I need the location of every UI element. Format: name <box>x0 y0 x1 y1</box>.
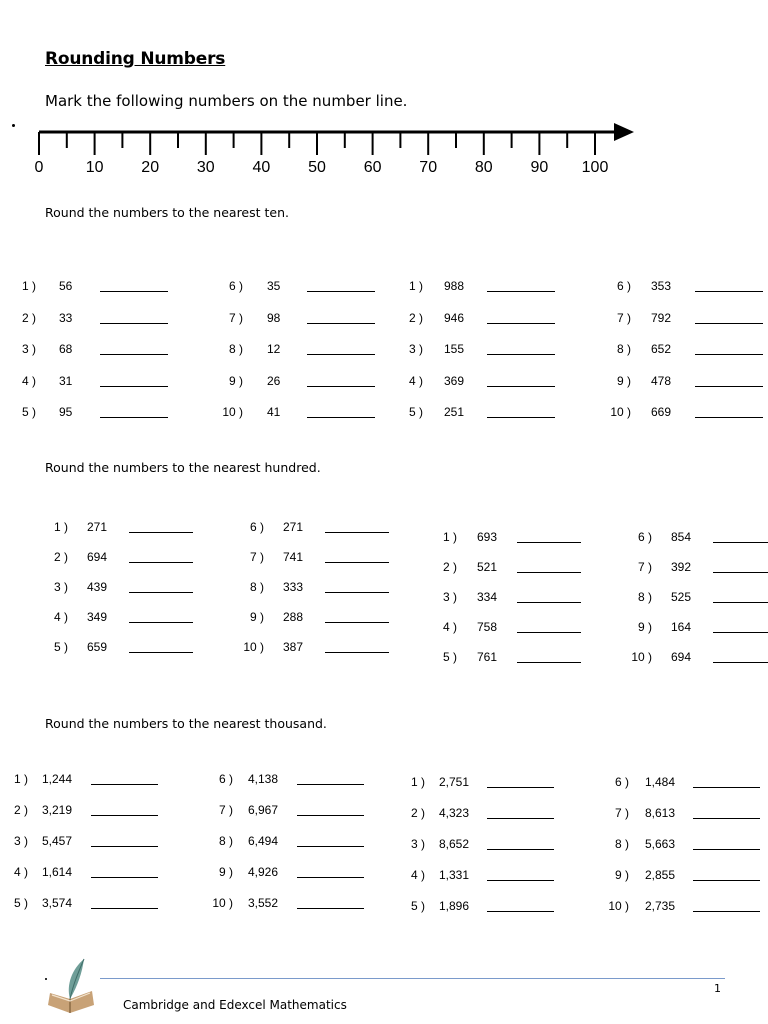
question-value: 792 <box>651 310 672 325</box>
answer-blank[interactable] <box>695 354 763 355</box>
question-number <box>603 775 629 791</box>
question-value: 8,652 <box>439 837 470 851</box>
answer-blank[interactable] <box>91 846 158 847</box>
answer-blank[interactable] <box>693 818 760 819</box>
question-number <box>207 865 233 881</box>
question-value: 56 <box>59 279 73 293</box>
answer-blank[interactable] <box>487 911 554 912</box>
question-number-label: 9 ) <box>249 610 264 624</box>
question-number-label: 4 ) <box>442 620 457 634</box>
question-value: 4,926 <box>248 865 279 879</box>
answer-blank[interactable] <box>129 532 193 533</box>
question-value: 392 <box>671 560 692 574</box>
question-value: 68 <box>59 342 73 356</box>
question-number-label: 1 ) <box>442 530 457 544</box>
question-value: 3,552 <box>248 896 279 910</box>
question-number <box>42 550 68 566</box>
answer-blank[interactable] <box>297 784 364 785</box>
question-value: 98 <box>267 310 281 325</box>
question-value: 26 <box>267 373 281 388</box>
question-number <box>626 530 652 546</box>
question-value: 6,967 <box>248 803 279 817</box>
answer-blank[interactable] <box>713 602 768 603</box>
number-line-label: 100 <box>581 159 609 176</box>
question-value: 1,244 <box>42 772 73 786</box>
question-number-label: 7 ) <box>228 310 243 325</box>
question-value: 5,457 <box>42 834 73 848</box>
question-number <box>42 640 68 656</box>
question-value: 333 <box>283 580 304 594</box>
question-number <box>2 865 28 881</box>
question-number-label: 5 ) <box>410 899 425 913</box>
question-number-label: 10 ) <box>608 899 629 913</box>
answer-blank[interactable] <box>713 662 768 663</box>
question-number-label: 2 ) <box>410 806 425 820</box>
question-number <box>626 650 652 666</box>
answer-blank[interactable] <box>693 849 760 850</box>
question-number-label: 3 ) <box>442 590 457 604</box>
question-number <box>399 837 425 853</box>
question-number-label: 3 ) <box>408 342 423 356</box>
question-number-label: 6 ) <box>228 279 243 293</box>
question-number <box>603 868 629 884</box>
question-number <box>605 311 631 327</box>
question-value: 8,613 <box>645 806 676 820</box>
answer-blank[interactable] <box>100 354 168 355</box>
answer-blank[interactable] <box>325 562 389 563</box>
question-number <box>10 405 36 421</box>
question-number <box>397 342 423 358</box>
question-value: 288 <box>283 610 304 624</box>
question-value: 694 <box>671 650 692 664</box>
question-number <box>238 550 264 566</box>
question-value: 525 <box>671 590 692 604</box>
question-number-label: 5 ) <box>53 640 68 654</box>
question-value: 761 <box>477 650 498 664</box>
answer-blank[interactable] <box>297 877 364 878</box>
question-number <box>603 806 629 822</box>
question-value: 694 <box>87 550 108 564</box>
question-number <box>217 374 243 390</box>
question-number <box>207 896 233 912</box>
question-value: 2,855 <box>645 868 676 882</box>
question-number-label: 2 ) <box>13 803 28 817</box>
footer-dot <box>45 978 47 980</box>
question-number <box>10 311 36 327</box>
answer-blank[interactable] <box>487 849 554 850</box>
answer-blank[interactable] <box>91 815 158 816</box>
question-number <box>397 374 423 390</box>
number-line-label: 10 <box>85 159 104 176</box>
answer-blank[interactable] <box>695 323 763 324</box>
question-number-label: 1 ) <box>408 279 423 293</box>
answer-blank[interactable] <box>487 354 555 355</box>
page-number: 1 <box>714 982 721 995</box>
question-number-label: 7 ) <box>249 550 264 564</box>
question-number <box>10 374 36 390</box>
question-number-label: 10 ) <box>222 405 243 419</box>
question-value: 693 <box>477 530 498 544</box>
question-number <box>605 405 631 421</box>
answer-blank[interactable] <box>517 572 581 573</box>
answer-blank[interactable] <box>325 532 389 533</box>
answer-blank[interactable] <box>693 787 760 788</box>
question-number <box>626 560 652 576</box>
number-line-label: 0 <box>34 159 44 176</box>
question-number-label: 10 ) <box>610 405 631 419</box>
number-line-label: 80 <box>474 159 493 176</box>
question-number-label: 4 ) <box>21 373 36 388</box>
question-number-label: 1 ) <box>53 520 68 534</box>
answer-blank[interactable] <box>297 908 364 909</box>
question-number-label: 6 ) <box>637 530 652 544</box>
question-value: 12 <box>267 342 281 356</box>
question-number-label: 1 ) <box>410 775 425 789</box>
answer-blank[interactable] <box>517 602 581 603</box>
question-number-label: 6 ) <box>218 772 233 786</box>
answer-blank[interactable] <box>325 592 389 593</box>
answer-blank[interactable] <box>487 787 554 788</box>
question-number <box>431 590 457 606</box>
answer-blank[interactable] <box>91 784 158 785</box>
question-value: 35 <box>267 279 281 293</box>
section-heading-ten: Round the numbers to the nearest ten. <box>45 205 289 220</box>
question-number-label: 7 ) <box>614 806 629 820</box>
answer-blank[interactable] <box>91 877 158 878</box>
question-number-label: 8 ) <box>637 590 652 604</box>
number-line-label: 70 <box>419 159 438 176</box>
question-number <box>217 311 243 327</box>
answer-blank[interactable] <box>325 652 389 653</box>
answer-blank[interactable] <box>693 880 760 881</box>
question-value: 3,219 <box>42 803 73 817</box>
question-value: 669 <box>651 405 672 419</box>
answer-blank[interactable] <box>129 592 193 593</box>
question-number <box>207 834 233 850</box>
question-value: 164 <box>671 620 692 634</box>
number-line <box>20 118 640 182</box>
question-number-label: 9 ) <box>218 865 233 879</box>
answer-blank[interactable] <box>100 323 168 324</box>
question-value: 31 <box>59 373 73 388</box>
question-number <box>10 342 36 358</box>
question-number <box>397 311 423 327</box>
question-number-label: 5 ) <box>21 405 36 419</box>
question-number-label: 8 ) <box>249 580 264 594</box>
question-number <box>399 868 425 884</box>
answer-blank[interactable] <box>307 386 375 387</box>
question-value: 2,751 <box>439 775 470 789</box>
answer-blank[interactable] <box>129 622 193 623</box>
question-number-label: 3 ) <box>21 342 36 356</box>
answer-blank[interactable] <box>713 632 768 633</box>
question-number-label: 6 ) <box>616 279 631 293</box>
answer-blank[interactable] <box>100 386 168 387</box>
question-number <box>399 899 425 915</box>
question-number-label: 7 ) <box>218 803 233 817</box>
answer-blank[interactable] <box>693 911 760 912</box>
question-number-label: 1 ) <box>13 772 28 786</box>
question-number <box>397 405 423 421</box>
question-number-label: 2 ) <box>408 310 423 325</box>
question-number-label: 10 ) <box>243 640 264 654</box>
question-value: 3,574 <box>42 896 73 910</box>
question-number-label: 7 ) <box>616 310 631 325</box>
number-line-label: 90 <box>530 159 549 176</box>
question-number <box>217 279 243 295</box>
section-heading-hundred: Round the numbers to the nearest hundred. <box>45 460 321 475</box>
question-number <box>238 520 264 536</box>
answer-blank[interactable] <box>517 632 581 633</box>
question-number-label: 4 ) <box>408 373 423 388</box>
number-line-label: 20 <box>141 159 160 176</box>
answer-blank[interactable] <box>297 815 364 816</box>
question-number <box>431 620 457 636</box>
answer-blank[interactable] <box>517 662 581 663</box>
arrow-head-icon <box>614 123 634 141</box>
question-value: 758 <box>477 620 498 634</box>
question-value: 1,331 <box>439 868 470 882</box>
question-value: 946 <box>444 310 465 325</box>
question-number <box>207 803 233 819</box>
answer-blank[interactable] <box>713 542 768 543</box>
number-line-instruction: Mark the following numbers on the number line. <box>45 92 408 110</box>
question-value: 271 <box>87 520 108 534</box>
answer-blank[interactable] <box>100 291 168 292</box>
number-line-label: 40 <box>252 159 271 176</box>
question-number-label: 5 ) <box>408 405 423 419</box>
question-number <box>238 580 264 596</box>
question-value: 659 <box>87 640 108 654</box>
question-value: 33 <box>59 310 73 325</box>
question-number <box>605 374 631 390</box>
question-value: 854 <box>671 530 692 544</box>
question-number-label: 8 ) <box>614 837 629 851</box>
question-number-label: 8 ) <box>218 834 233 848</box>
question-value: 521 <box>477 560 498 574</box>
question-value: 271 <box>283 520 304 534</box>
question-number <box>397 279 423 295</box>
answer-blank[interactable] <box>129 652 193 653</box>
question-number-label: 4 ) <box>410 868 425 882</box>
question-number-label: 8 ) <box>228 342 243 356</box>
answer-blank[interactable] <box>713 572 768 573</box>
question-number <box>431 650 457 666</box>
question-number-label: 4 ) <box>13 865 28 879</box>
answer-blank[interactable] <box>325 622 389 623</box>
question-number-label: 7 ) <box>637 560 652 574</box>
question-value: 349 <box>87 610 108 624</box>
book-quill-logo <box>40 955 104 1019</box>
question-number-label: 1 ) <box>21 279 36 293</box>
question-number <box>217 405 243 421</box>
answer-blank[interactable] <box>307 291 375 292</box>
question-number-label: 3 ) <box>53 580 68 594</box>
question-number <box>605 279 631 295</box>
answer-blank[interactable] <box>695 386 763 387</box>
page-title: Rounding Numbers <box>45 49 226 69</box>
question-value: 1,484 <box>645 775 676 789</box>
question-number <box>431 560 457 576</box>
answer-blank[interactable] <box>307 354 375 355</box>
question-number-label: 6 ) <box>249 520 264 534</box>
bullet-dot <box>12 124 15 127</box>
question-value: 439 <box>87 580 108 594</box>
answer-blank[interactable] <box>487 417 555 418</box>
question-value: 95 <box>59 405 73 419</box>
question-value: 478 <box>651 373 672 388</box>
question-number <box>2 772 28 788</box>
number-line-label: 60 <box>363 159 382 176</box>
question-value: 155 <box>444 342 465 356</box>
question-number <box>2 803 28 819</box>
question-number <box>605 342 631 358</box>
question-number <box>207 772 233 788</box>
question-value: 2,735 <box>645 899 676 913</box>
number-line-label: 30 <box>196 159 215 176</box>
answer-blank[interactable] <box>487 880 554 881</box>
question-number <box>10 279 36 295</box>
question-number-label: 2 ) <box>21 310 36 325</box>
question-number <box>2 834 28 850</box>
question-value: 6,494 <box>248 834 279 848</box>
question-value: 1,896 <box>439 899 470 913</box>
answer-blank[interactable] <box>487 291 555 292</box>
question-number-label: 6 ) <box>614 775 629 789</box>
question-number <box>2 896 28 912</box>
question-number <box>238 640 264 656</box>
answer-blank[interactable] <box>307 323 375 324</box>
question-value: 741 <box>283 550 304 564</box>
question-number-label: 5 ) <box>442 650 457 664</box>
question-number <box>603 899 629 915</box>
section-heading-thousand: Round the numbers to the nearest thousand. <box>45 716 327 731</box>
answer-blank[interactable] <box>487 323 555 324</box>
question-number-label: 9 ) <box>637 620 652 634</box>
question-number-label: 2 ) <box>442 560 457 574</box>
question-number <box>626 620 652 636</box>
question-number-label: 9 ) <box>614 868 629 882</box>
footer-divider <box>100 978 725 979</box>
question-value: 1,614 <box>42 865 73 879</box>
question-value: 4,323 <box>439 806 470 820</box>
answer-blank[interactable] <box>487 386 555 387</box>
question-number-label: 2 ) <box>53 550 68 564</box>
question-number-label: 9 ) <box>616 373 631 388</box>
question-number <box>399 806 425 822</box>
question-value: 251 <box>444 405 465 419</box>
question-value: 988 <box>444 279 465 293</box>
question-number <box>626 590 652 606</box>
question-value: 652 <box>651 342 672 356</box>
answer-blank[interactable] <box>129 562 193 563</box>
question-number <box>217 342 243 358</box>
question-value: 5,663 <box>645 837 676 851</box>
question-number-label: 3 ) <box>410 837 425 851</box>
answer-blank[interactable] <box>297 846 364 847</box>
number-line-label: 50 <box>308 159 326 176</box>
answer-blank[interactable] <box>695 417 763 418</box>
answer-blank[interactable] <box>487 818 554 819</box>
question-value: 387 <box>283 640 304 654</box>
question-number-label: 4 ) <box>53 610 68 624</box>
question-number-label: 3 ) <box>13 834 28 848</box>
answer-blank[interactable] <box>695 291 763 292</box>
question-value: 4,138 <box>248 772 279 786</box>
answer-blank[interactable] <box>100 417 168 418</box>
question-value: 334 <box>477 590 498 604</box>
question-value: 41 <box>267 405 281 419</box>
question-number <box>431 530 457 546</box>
question-number-label: 8 ) <box>616 342 631 356</box>
question-value: 353 <box>651 279 672 293</box>
question-number-label: 10 ) <box>631 650 652 664</box>
question-number-label: 10 ) <box>212 896 233 910</box>
answer-blank[interactable] <box>91 908 158 909</box>
question-number-label: 9 ) <box>228 373 243 388</box>
question-number <box>238 610 264 626</box>
question-number <box>42 580 68 596</box>
answer-blank[interactable] <box>517 542 581 543</box>
question-number-label: 5 ) <box>13 896 28 910</box>
answer-blank[interactable] <box>307 417 375 418</box>
question-number <box>42 520 68 536</box>
footer-text: Cambridge and Edexcel Mathematics <box>123 998 347 1012</box>
question-number <box>42 610 68 626</box>
question-value: 369 <box>444 373 465 388</box>
question-number <box>399 775 425 791</box>
question-number <box>603 837 629 853</box>
